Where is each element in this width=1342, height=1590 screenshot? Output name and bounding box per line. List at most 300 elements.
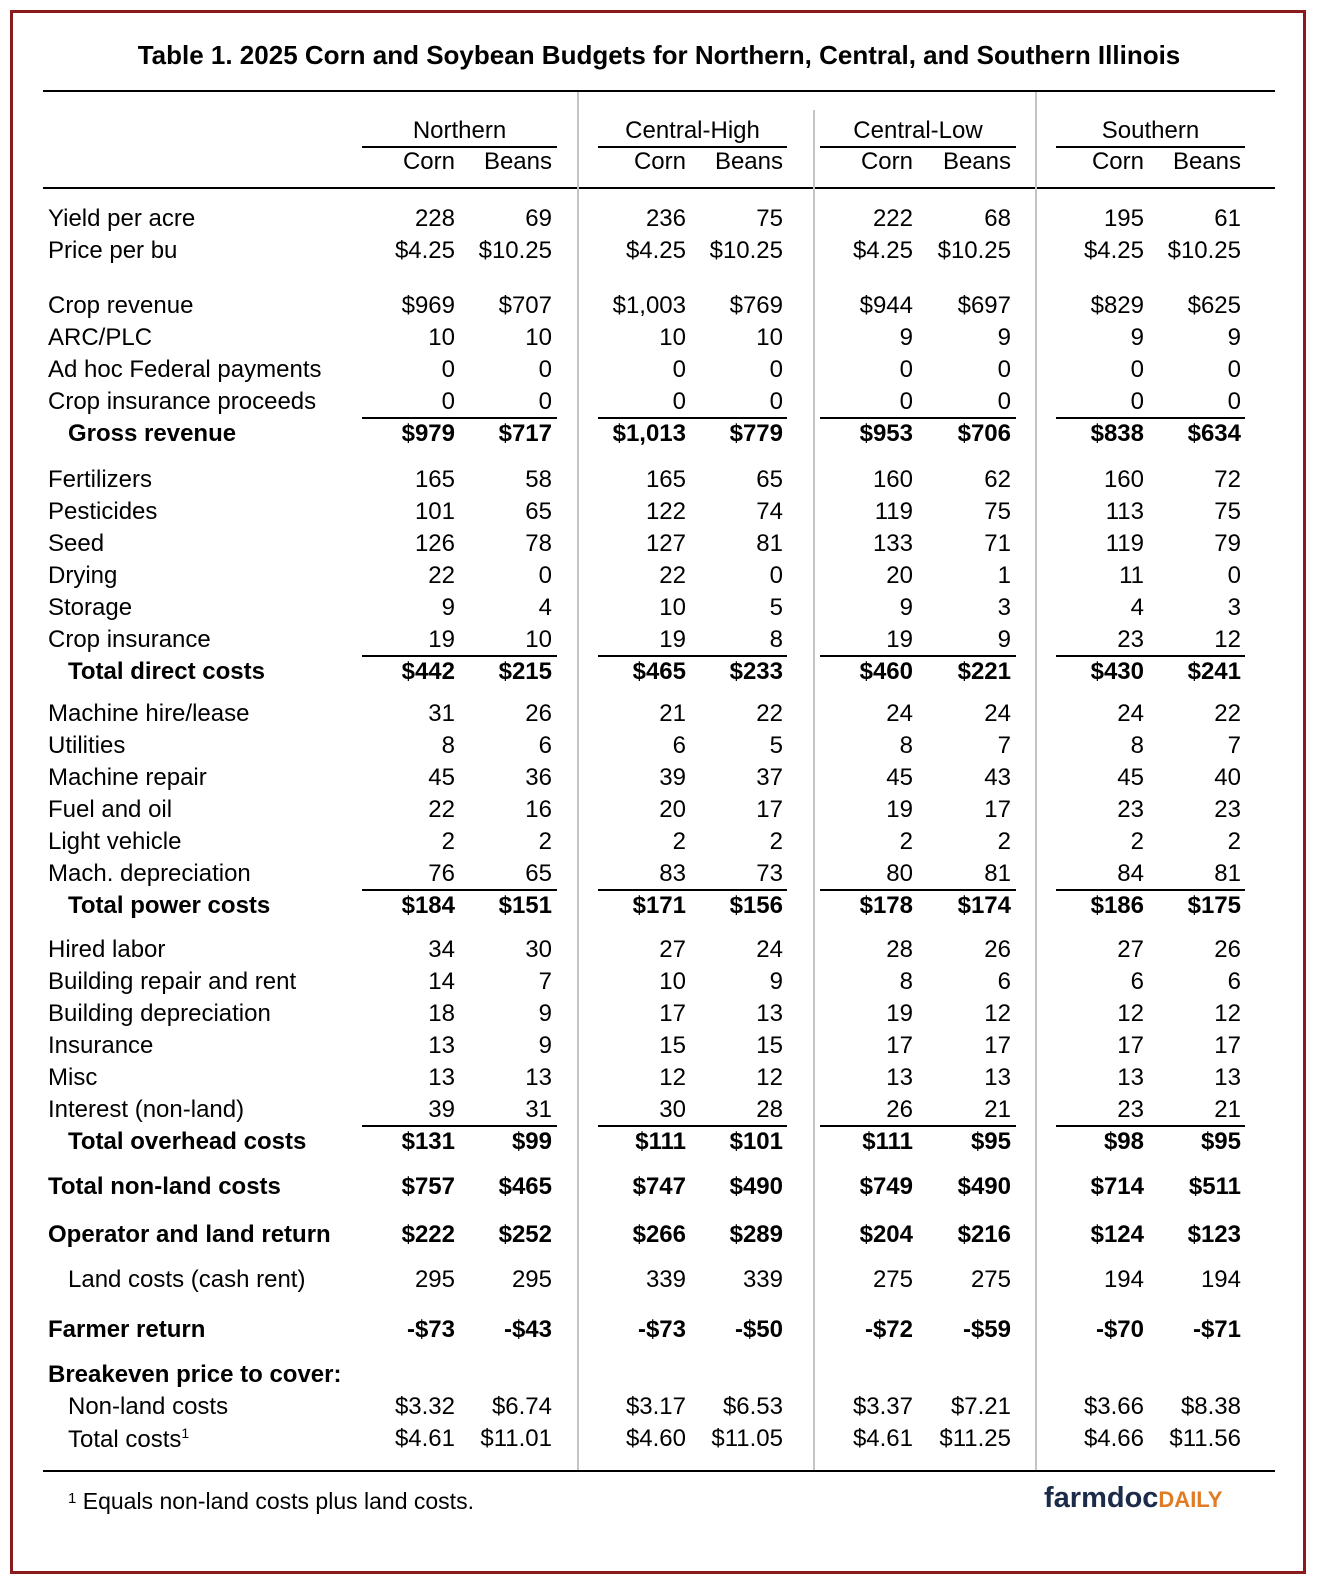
table-cell: 0 <box>899 356 913 383</box>
table-cell: 2 <box>672 828 686 855</box>
table-cell: $10.25 <box>478 237 552 264</box>
table-cell: 2 <box>538 828 552 855</box>
table-cell: 295 <box>511 1266 552 1293</box>
table-cell: $4.25 <box>852 237 913 264</box>
table-cell: 17 <box>659 1000 686 1027</box>
table-cell: 8 <box>441 732 455 759</box>
header-rule <box>43 187 1275 189</box>
table-cell: 43 <box>984 764 1011 791</box>
table-cell: 0 <box>672 388 686 415</box>
table-cell: 24 <box>1117 700 1144 727</box>
table-cell: $131 <box>401 1128 455 1155</box>
table-cell: 0 <box>1227 356 1241 383</box>
crop-header: Beans <box>1172 148 1241 175</box>
top-rule <box>43 90 1275 92</box>
table-cell: 13 <box>428 1032 455 1059</box>
table-cell: $151 <box>498 892 552 919</box>
table-cell: $6.53 <box>722 1393 783 1420</box>
table-cell: $1,003 <box>612 292 686 319</box>
table-cell: 9 <box>997 324 1011 351</box>
table-row <box>0 237 1318 269</box>
table-row <box>0 1096 1318 1128</box>
table-row <box>0 498 1318 530</box>
table-cell: 13 <box>886 1064 913 1091</box>
table-row <box>0 658 1318 690</box>
table-cell: 17 <box>1214 1032 1241 1059</box>
table-cell: 45 <box>1117 764 1144 791</box>
table-cell: 81 <box>1214 860 1241 887</box>
table-cell: $697 <box>957 292 1011 319</box>
table-cell: 27 <box>659 936 686 963</box>
table-cell: 17 <box>984 796 1011 823</box>
table-cell: 0 <box>1227 562 1241 589</box>
table-cell: 76 <box>428 860 455 887</box>
table-cell: $490 <box>957 1173 1011 1200</box>
table-cell: $460 <box>859 658 913 685</box>
table-row <box>0 420 1318 452</box>
table-cell: 45 <box>886 764 913 791</box>
table-cell: 30 <box>659 1096 686 1123</box>
table-cell: 9 <box>899 324 913 351</box>
table-row <box>0 796 1318 828</box>
table-cell: 15 <box>756 1032 783 1059</box>
table-cell: 165 <box>645 466 686 493</box>
table-cell: 68 <box>984 205 1011 232</box>
table-cell: 21 <box>984 1096 1011 1123</box>
subtotal-rule <box>362 655 557 657</box>
row-label: Hired labor <box>48 936 166 963</box>
table-cell: 30 <box>525 936 552 963</box>
table-cell: 19 <box>886 626 913 653</box>
table-cell: 28 <box>886 936 913 963</box>
table-row <box>0 1064 1318 1096</box>
subtotal-rule <box>820 889 1016 891</box>
table-cell: $7.21 <box>950 1393 1011 1420</box>
table-cell: 2 <box>997 828 1011 855</box>
table-cell: -$73 <box>637 1316 686 1343</box>
table-cell: 160 <box>872 466 913 493</box>
table-cell: 295 <box>414 1266 455 1293</box>
table-cell: 81 <box>984 860 1011 887</box>
row-label: Interest (non-land) <box>48 1096 245 1123</box>
table-cell: 119 <box>874 498 913 525</box>
row-label: ARC/PLC <box>48 324 153 351</box>
table-cell: 10 <box>525 626 552 653</box>
table-cell: 0 <box>769 356 783 383</box>
table-cell: 78 <box>525 530 552 557</box>
table-cell: 9 <box>899 594 913 621</box>
table-cell: 4 <box>1130 594 1144 621</box>
table-cell: 8 <box>899 968 913 995</box>
table-cell: $1,013 <box>612 420 686 447</box>
table-cell: $10.25 <box>709 237 783 264</box>
table-cell: $4.25 <box>394 237 455 264</box>
table-cell: $969 <box>401 292 455 319</box>
table-cell: $123 <box>1187 1221 1241 1248</box>
table-cell: $8.38 <box>1180 1393 1241 1420</box>
row-label: Gross revenue <box>68 420 237 447</box>
table-cell: $490 <box>729 1173 783 1200</box>
table-cell: $186 <box>1090 892 1144 919</box>
table-cell: $979 <box>401 420 455 447</box>
table-cell: 0 <box>538 562 552 589</box>
row-label: Fuel and oil <box>48 796 173 823</box>
table-cell: $465 <box>498 1173 552 1200</box>
table-cell: $442 <box>401 658 455 685</box>
table-cell: $829 <box>1090 292 1144 319</box>
table-cell: 28 <box>756 1096 783 1123</box>
table-cell: 17 <box>984 1032 1011 1059</box>
table-cell: 83 <box>659 860 686 887</box>
table-cell: 24 <box>984 700 1011 727</box>
table-cell: 8 <box>1130 732 1144 759</box>
table-row <box>0 1000 1318 1032</box>
table-cell: 0 <box>538 356 552 383</box>
table-row <box>0 764 1318 796</box>
table-cell: $3.32 <box>394 1393 455 1420</box>
table-cell: 13 <box>1117 1064 1144 1091</box>
table-cell: 6 <box>1227 968 1241 995</box>
table-cell: $749 <box>859 1173 913 1200</box>
table-cell: 65 <box>525 860 552 887</box>
row-label: Pesticides <box>48 498 158 525</box>
subtotal-rule <box>1056 889 1245 891</box>
table-cell: 79 <box>1214 530 1241 557</box>
table-cell: 13 <box>525 1064 552 1091</box>
table-row <box>0 1393 1318 1425</box>
table-cell: 122 <box>645 498 686 525</box>
table-cell: -$50 <box>734 1316 783 1343</box>
table-cell: 16 <box>525 796 552 823</box>
subtotal-rule <box>820 417 1016 419</box>
table-cell: 9 <box>769 968 783 995</box>
table-cell: 0 <box>1130 388 1144 415</box>
table-cell: -$72 <box>864 1316 913 1343</box>
table-cell: $252 <box>498 1221 552 1248</box>
crop-header: Corn <box>860 148 913 175</box>
row-label: Machine repair <box>48 764 207 791</box>
table-cell: $511 <box>1188 1173 1241 1200</box>
table-cell: $4.25 <box>625 237 686 264</box>
table-cell: 80 <box>886 860 913 887</box>
table-cell: -$70 <box>1095 1316 1144 1343</box>
table-cell: 0 <box>769 562 783 589</box>
table-cell: $634 <box>1187 420 1241 447</box>
table-cell: 24 <box>756 936 783 963</box>
table-cell: 69 <box>525 205 552 232</box>
table-cell: 101 <box>414 498 455 525</box>
subtotal-rule <box>598 655 787 657</box>
table-cell: 339 <box>742 1266 783 1293</box>
subtotal-rule <box>1056 1125 1245 1127</box>
table-cell: $6.74 <box>491 1393 552 1420</box>
table-cell: $3.37 <box>852 1393 913 1420</box>
table-cell: 13 <box>756 1000 783 1027</box>
table-cell: 65 <box>525 498 552 525</box>
table-cell: $4.66 <box>1083 1425 1144 1452</box>
table-cell: 40 <box>1214 764 1241 791</box>
table-cell: 0 <box>997 356 1011 383</box>
row-label: Total overhead costs <box>68 1128 307 1155</box>
table-cell: 3 <box>997 594 1011 621</box>
row-label: Machine hire/lease <box>48 700 250 727</box>
table-cell: $233 <box>729 658 783 685</box>
table-cell: $779 <box>729 420 783 447</box>
row-label: Ad hoc Federal payments <box>48 356 322 383</box>
table-cell: 22 <box>1214 700 1241 727</box>
table-cell: 39 <box>659 764 686 791</box>
table-cell: 26 <box>525 700 552 727</box>
table-cell: 0 <box>899 388 913 415</box>
table-row <box>0 1128 1318 1160</box>
table-cell: 36 <box>525 764 552 791</box>
row-label: Light vehicle <box>48 828 182 855</box>
region-header: Southern <box>1101 117 1200 144</box>
footnote-reference: 1 <box>181 1425 190 1441</box>
table-cell: 228 <box>414 205 455 232</box>
table-cell: 13 <box>428 1064 455 1091</box>
table-cell: 7 <box>1227 732 1241 759</box>
table-cell: 0 <box>1130 356 1144 383</box>
table-cell: 194 <box>1103 1266 1144 1293</box>
table-cell: $757 <box>401 1173 455 1200</box>
table-row <box>0 1316 1318 1348</box>
table-cell: 2 <box>1227 828 1241 855</box>
table-row <box>0 356 1318 388</box>
table-cell: $266 <box>632 1221 686 1248</box>
table-cell: $111 <box>635 1128 686 1155</box>
table-cell: $11.01 <box>480 1425 552 1452</box>
footnote-text: Equals non-land costs plus land costs. <box>82 1488 474 1514</box>
table-cell: 339 <box>645 1266 686 1293</box>
table-cell: 5 <box>769 594 783 621</box>
table-cell: $175 <box>1187 892 1241 919</box>
table-row <box>0 205 1318 237</box>
table-row <box>0 1361 1318 1393</box>
table-cell: 9 <box>1130 324 1144 351</box>
row-label: Crop revenue <box>48 292 194 319</box>
row-label: Seed <box>48 530 105 557</box>
table-cell: 72 <box>1214 466 1241 493</box>
table-cell: 22 <box>428 796 455 823</box>
table-cell: 2 <box>769 828 783 855</box>
farmdoc-daily-logo <box>1044 1482 1222 1515</box>
table-row <box>0 700 1318 732</box>
table-row <box>0 936 1318 968</box>
table-row <box>0 530 1318 562</box>
table-cell: 12 <box>659 1064 686 1091</box>
table-cell: 10 <box>428 324 455 351</box>
table-cell: 12 <box>1214 626 1241 653</box>
table-row <box>0 292 1318 324</box>
table-cell: $465 <box>632 658 686 685</box>
table-row <box>0 732 1318 764</box>
table-cell: 39 <box>428 1096 455 1123</box>
table-cell: -$59 <box>962 1316 1011 1343</box>
subtotal-rule <box>598 1125 787 1127</box>
table-row <box>0 1032 1318 1064</box>
table-cell: $11.56 <box>1169 1425 1241 1452</box>
table-cell: $171 <box>632 892 686 919</box>
table-cell: $707 <box>498 292 552 319</box>
row-label: Drying <box>48 562 118 589</box>
row-label: Fertilizers <box>48 466 153 493</box>
region-header: Northern <box>412 117 507 144</box>
table-cell: -$73 <box>406 1316 455 1343</box>
crop-header: Beans <box>714 148 783 175</box>
table-cell: 6 <box>672 732 686 759</box>
table-cell: 26 <box>886 1096 913 1123</box>
table-cell: 275 <box>970 1266 1011 1293</box>
table-cell: $838 <box>1090 420 1144 447</box>
table-cell: 236 <box>645 205 686 232</box>
table-cell: 0 <box>672 356 686 383</box>
table-cell: 26 <box>984 936 1011 963</box>
table-cell: $111 <box>862 1128 913 1155</box>
table-cell: 9 <box>538 1000 552 1027</box>
bottom-rule <box>43 1470 1275 1472</box>
table-cell: 12 <box>756 1064 783 1091</box>
table-cell: $184 <box>401 892 455 919</box>
table-cell: 27 <box>1117 936 1144 963</box>
table-cell: 75 <box>1214 498 1241 525</box>
table-cell: 18 <box>428 1000 455 1027</box>
table-cell: 6 <box>1130 968 1144 995</box>
table-cell: 31 <box>525 1096 552 1123</box>
table-cell: 71 <box>984 530 1011 557</box>
subtotal-rule <box>598 417 787 419</box>
row-label: Crop insurance <box>48 626 211 653</box>
table-row <box>0 562 1318 594</box>
table-cell: 34 <box>428 936 455 963</box>
table-cell: 5 <box>769 732 783 759</box>
table-cell: $3.66 <box>1083 1393 1144 1420</box>
table-cell: 9 <box>538 1032 552 1059</box>
table-cell: 10 <box>525 324 552 351</box>
table-cell: 2 <box>441 828 455 855</box>
table-cell: 11 <box>1119 562 1144 589</box>
table-cell: $10.25 <box>1167 237 1241 264</box>
footnote-mark: 1 <box>68 1490 77 1507</box>
table-cell: $4.61 <box>852 1425 913 1452</box>
row-label: Non-land costs <box>68 1393 229 1420</box>
table-cell: 19 <box>886 1000 913 1027</box>
row-label: Misc <box>48 1064 98 1091</box>
table-cell: 20 <box>659 796 686 823</box>
logo-part-farmdoc: farmdoc <box>1044 1482 1159 1514</box>
subtotal-rule <box>598 889 787 891</box>
table-cell: 61 <box>1214 205 1241 232</box>
table-cell: 21 <box>659 700 686 727</box>
table-cell: 1 <box>997 562 1011 589</box>
table-cell: $3.17 <box>625 1393 686 1420</box>
subtotal-rule <box>820 655 1016 657</box>
table-row <box>0 1221 1318 1253</box>
table-row <box>0 1425 1318 1457</box>
table-cell: 75 <box>756 205 783 232</box>
table-cell: 9 <box>1227 324 1241 351</box>
row-label: Utilities <box>48 732 126 759</box>
row-label: Mach. depreciation <box>48 860 251 887</box>
table-cell: $222 <box>401 1221 455 1248</box>
table-cell: 8 <box>899 732 913 759</box>
table-cell: 6 <box>997 968 1011 995</box>
table-cell: 222 <box>872 205 913 232</box>
table-cell: 9 <box>441 594 455 621</box>
row-label: Insurance <box>48 1032 154 1059</box>
table-cell: 73 <box>756 860 783 887</box>
table-cell: 22 <box>659 562 686 589</box>
row-label: Total direct costs <box>68 658 265 685</box>
table-cell: 160 <box>1103 466 1144 493</box>
table-cell: $625 <box>1187 292 1241 319</box>
row-label: Crop insurance proceeds <box>48 388 317 415</box>
table-cell: 12 <box>984 1000 1011 1027</box>
table-cell: $216 <box>957 1221 1011 1248</box>
table-cell: $11.25 <box>939 1425 1011 1452</box>
table-cell: 0 <box>997 388 1011 415</box>
table-cell: 13 <box>1214 1064 1241 1091</box>
table-row <box>0 860 1318 892</box>
table-cell: 23 <box>1117 796 1144 823</box>
table-cell: 19 <box>886 796 913 823</box>
table-cell: 24 <box>886 700 913 727</box>
table-row <box>0 968 1318 1000</box>
table-cell: 2 <box>899 828 913 855</box>
table-cell: 275 <box>872 1266 913 1293</box>
table-row <box>0 1266 1318 1298</box>
table-cell: 45 <box>428 764 455 791</box>
region-header: Central-Low <box>853 117 983 144</box>
table-cell: 19 <box>428 626 455 653</box>
table-cell: 17 <box>886 1032 913 1059</box>
table-cell: 74 <box>756 498 783 525</box>
row-label: Total power costs <box>68 892 271 919</box>
table-cell: $156 <box>729 892 783 919</box>
subtotal-rule <box>1056 655 1245 657</box>
table-cell: 81 <box>756 530 783 557</box>
table-cell: 19 <box>659 626 686 653</box>
table-cell: 58 <box>525 466 552 493</box>
table-cell: 10 <box>659 968 686 995</box>
table-cell: 17 <box>1117 1032 1144 1059</box>
subtotal-rule <box>820 1125 1016 1127</box>
table-cell: 65 <box>756 466 783 493</box>
table-row <box>0 388 1318 420</box>
region-header: Central-High <box>625 117 760 144</box>
table-row <box>0 626 1318 658</box>
crop-header: Beans <box>483 148 552 175</box>
table-cell: $714 <box>1090 1173 1144 1200</box>
table-cell: $4.61 <box>394 1425 455 1452</box>
row-label: Farmer return <box>48 1316 206 1343</box>
crop-header: Corn <box>1091 148 1144 175</box>
footnote <box>68 1488 474 1515</box>
table-cell: $95 <box>1200 1128 1241 1155</box>
row-label: Yield per acre <box>48 205 196 232</box>
subtotal-rule <box>1056 417 1245 419</box>
table-cell: -$43 <box>503 1316 552 1343</box>
table-cell: 0 <box>1227 388 1241 415</box>
table-cell: 7 <box>997 732 1011 759</box>
table-cell: 133 <box>872 530 913 557</box>
table-cell: 0 <box>769 388 783 415</box>
table-cell: $289 <box>729 1221 783 1248</box>
logo-part-daily: DAILY <box>1158 1487 1223 1512</box>
table-cell: $95 <box>970 1128 1011 1155</box>
row-label: Total non-land costs <box>48 1173 281 1200</box>
table-cell: 10 <box>659 324 686 351</box>
